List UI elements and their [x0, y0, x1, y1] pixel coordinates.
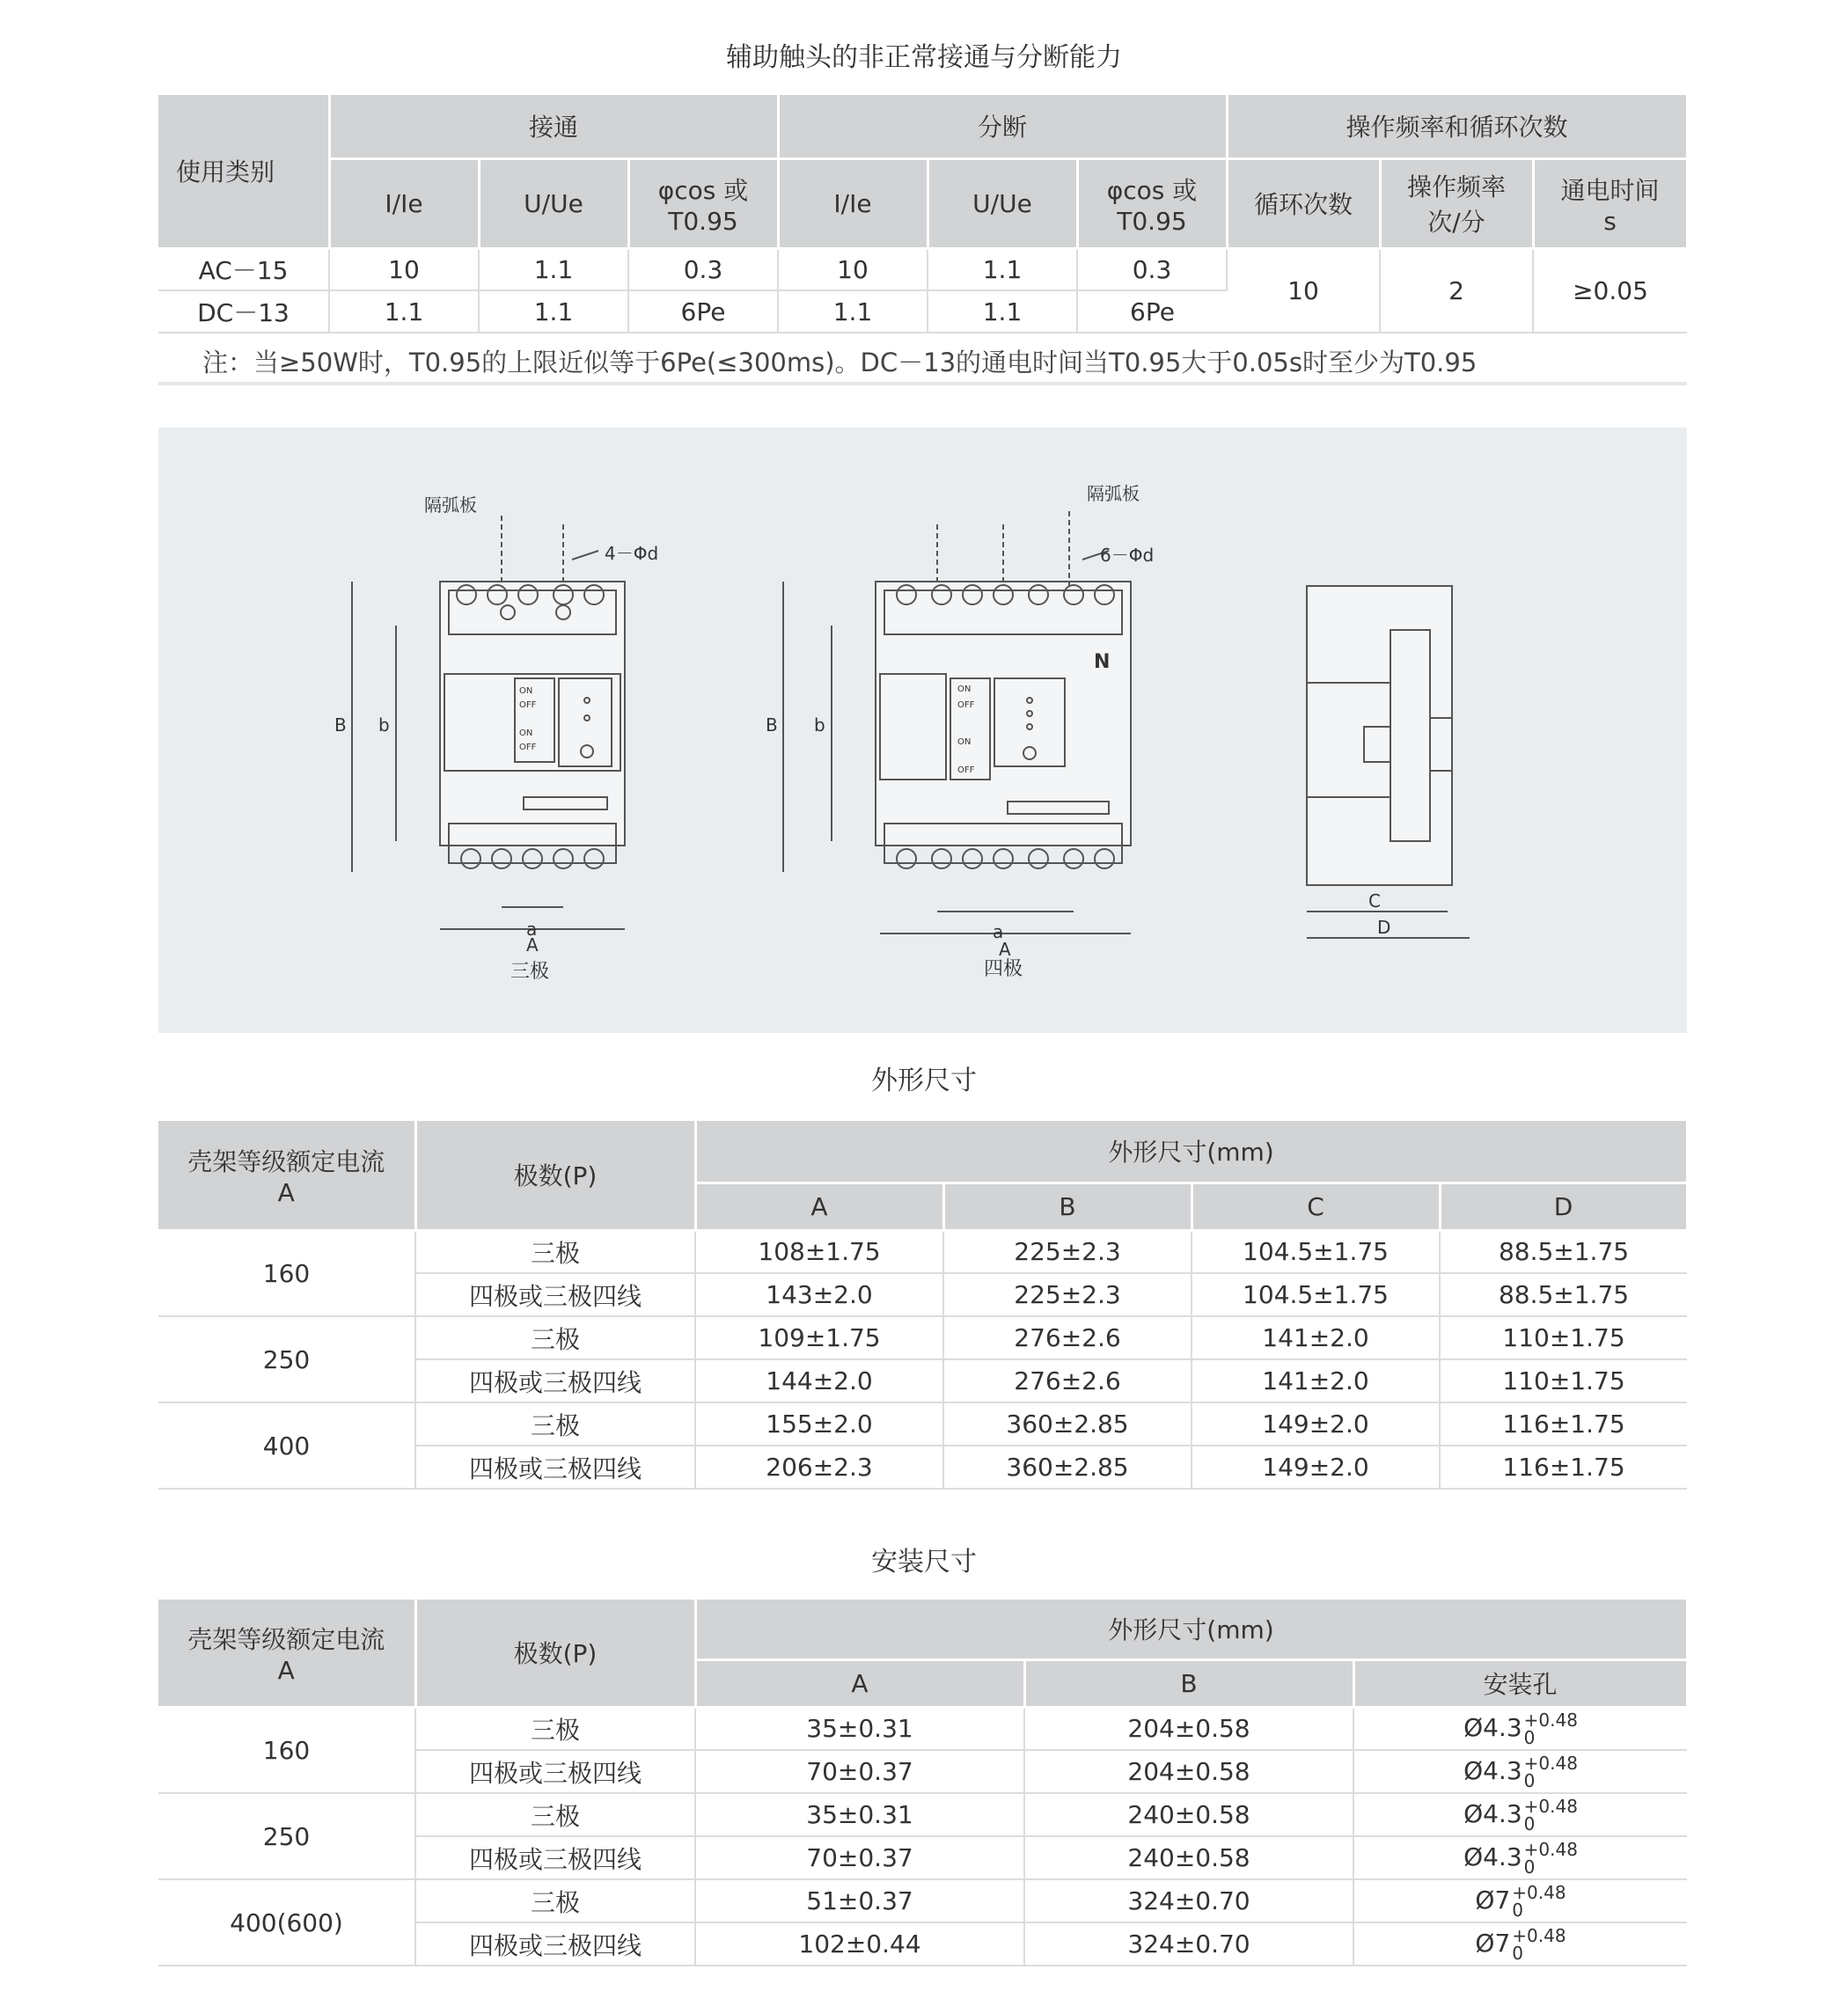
dim-A-4p: A — [999, 939, 1011, 960]
switch-on-label-4p-2: ON — [957, 737, 972, 747]
header-break: 分断 — [778, 95, 1227, 158]
header-break-ie: I/Ie — [778, 158, 928, 248]
table-row: 160 三极 108±1.75 225±2.3 104.5±1.75 88.5±1.75 — [158, 1230, 1687, 1273]
mounting-hole: Ø4.3 +0.48 0 — [1353, 1793, 1687, 1836]
header-make-ue: U/Ue — [479, 158, 628, 248]
dim-b-4p: b — [814, 714, 825, 736]
table-row: 四极或三极四线 206±2.3 360±2.85 149±2.0 116±1.75 — [158, 1446, 1687, 1489]
contact-capacity-table — [158, 95, 1689, 333]
arc-plate-label-4p: 隔弧板 — [1087, 483, 1140, 504]
header-col-D: D — [1440, 1183, 1687, 1230]
switch-off-label-4p: OFF — [957, 700, 975, 710]
header-poles: 极数(P) — [415, 1600, 695, 1707]
switch-off-label-3p-2: OFF — [519, 743, 537, 752]
freq-value: 2 — [1380, 248, 1533, 333]
three-pole-drawing — [352, 516, 625, 929]
mounting-hole: Ø4.3 +0.48 0 — [1353, 1707, 1687, 1750]
mounting-dimensions-table — [158, 1600, 1689, 1966]
header-cycles: 循环次数 — [1227, 158, 1380, 248]
dim-C: C — [1368, 890, 1381, 912]
mounting-hole: Ø4.3 +0.48 0 — [1353, 1750, 1687, 1793]
holes-label-3p: 4－Φd — [605, 543, 659, 564]
header-make-ie: I/Ie — [329, 158, 479, 248]
header-make: 接通 — [329, 95, 778, 158]
switch-off-label-3p: OFF — [519, 700, 537, 710]
header-frame-current: 壳架等级额定电流 A — [158, 1121, 415, 1230]
table-row: 400 三极 155±2.0 360±2.85 149±2.0 116±1.75 — [158, 1402, 1687, 1446]
arc-plate-label-3p: 隔弧板 — [424, 494, 477, 516]
header-poles: 极数(P) — [415, 1121, 695, 1230]
header-frame-current: 壳架等级额定电流 A — [158, 1600, 415, 1707]
table-row: 四极或三极四线 144±2.0 276±2.6 141±2.0 110±1.75 — [158, 1359, 1687, 1402]
four-pole-caption: 四极 — [984, 958, 1023, 980]
breaker-drawings — [158, 428, 1687, 1033]
dim-b-3p: b — [378, 714, 390, 736]
switch-on-label-4p: ON — [957, 685, 972, 694]
switch-on-label-3p-2: ON — [519, 729, 533, 738]
mounting-hole: Ø4.3 +0.48 0 — [1353, 1836, 1687, 1879]
dim-D: D — [1377, 917, 1391, 938]
table-row: 四极或三极四线 70±0.37 240±0.58 Ø4.3 +0.48 0 — [158, 1836, 1687, 1879]
dimension-diagram — [158, 428, 1687, 1033]
header-col-hole: 安装孔 — [1353, 1659, 1687, 1707]
switch-on-label-3p: ON — [519, 686, 533, 696]
table2-title: 外形尺寸 — [871, 1065, 977, 1096]
three-pole-caption: 三极 — [510, 961, 550, 983]
table1-title: 辅助触头的非正常接通与分断能力 — [726, 42, 1122, 73]
table3-title: 安装尺寸 — [871, 1547, 977, 1578]
mounting-hole: Ø7 +0.48 0 — [1353, 1879, 1687, 1922]
cycles-value: 10 — [1227, 248, 1380, 333]
table-row: 250 三极 35±0.31 240±0.58 Ø4.3 +0.48 0 — [158, 1793, 1687, 1836]
dim-A-3p: A — [526, 934, 539, 956]
header-time: 通电时间 s — [1533, 158, 1687, 248]
header-dims: 外形尺寸(mm) — [695, 1600, 1687, 1659]
header-dims: 外形尺寸(mm) — [695, 1121, 1687, 1183]
header-col-B: B — [1024, 1659, 1353, 1707]
dim-B-3p: B — [334, 714, 347, 736]
table-row: 250 三极 109±1.75 276±2.6 141±2.0 110±1.75 — [158, 1316, 1687, 1359]
header-col-C: C — [1192, 1183, 1440, 1230]
header-col-B: B — [943, 1183, 1192, 1230]
four-pole-drawing — [783, 511, 1131, 934]
dim-B-4p: B — [766, 714, 778, 736]
table-row: 400(600) 三极 51±0.37 324±0.70 Ø7 +0.48 0 — [158, 1879, 1687, 1922]
time-value: ≥0.05 — [1533, 248, 1687, 333]
header-col-A: A — [695, 1659, 1024, 1707]
table-row: DC－13 1.1 1.1 6Pe 1.1 1.1 6Pe — [158, 290, 1687, 333]
outline-dimensions-table — [158, 1121, 1689, 1490]
table-row: 四极或三极四线 143±2.0 225±2.3 104.5±1.75 88.5±1.75 — [158, 1273, 1687, 1316]
table-row: AC－15 10 1.1 0.3 10 1.1 0.3 10 2 ≥0.05 — [158, 248, 1687, 290]
switch-off-label-4p-2: OFF — [957, 765, 975, 775]
neutral-label: N — [1094, 651, 1111, 673]
header-break-cos: φcos 或 T0.95 — [1077, 158, 1227, 248]
header-break-ue: U/Ue — [928, 158, 1077, 248]
header-category: 使用类别 — [158, 95, 329, 248]
dim-a-3p: a — [526, 919, 538, 940]
mounting-hole: Ø7 +0.48 0 — [1353, 1922, 1687, 1966]
table-row: 四极或三极四线 70±0.37 204±0.58 Ø4.3 +0.48 0 — [158, 1750, 1687, 1793]
table-row: 160 三极 35±0.31 204±0.58 Ø4.3 +0.48 0 — [158, 1707, 1687, 1750]
side-view-drawing — [1307, 586, 1470, 938]
header-col-A: A — [695, 1183, 943, 1230]
dim-a-4p: a — [993, 921, 1004, 942]
holes-label-4p: 6－Φd — [1100, 545, 1155, 566]
table-row: 四极或三极四线 102±0.44 324±0.70 Ø7 +0.48 0 — [158, 1922, 1687, 1966]
header-ops: 操作频率和循环次数 — [1227, 95, 1687, 158]
header-make-cos: φcos 或 T0.95 — [628, 158, 778, 248]
header-freq: 操作频率 次/分 — [1380, 158, 1533, 248]
table1-note: 注：当≥50W时，T0.95的上限近似等于6Pe(≤300ms)。DC－13的通电时间当T0.95大于0.05s时至少为T0.95 — [158, 345, 1687, 385]
